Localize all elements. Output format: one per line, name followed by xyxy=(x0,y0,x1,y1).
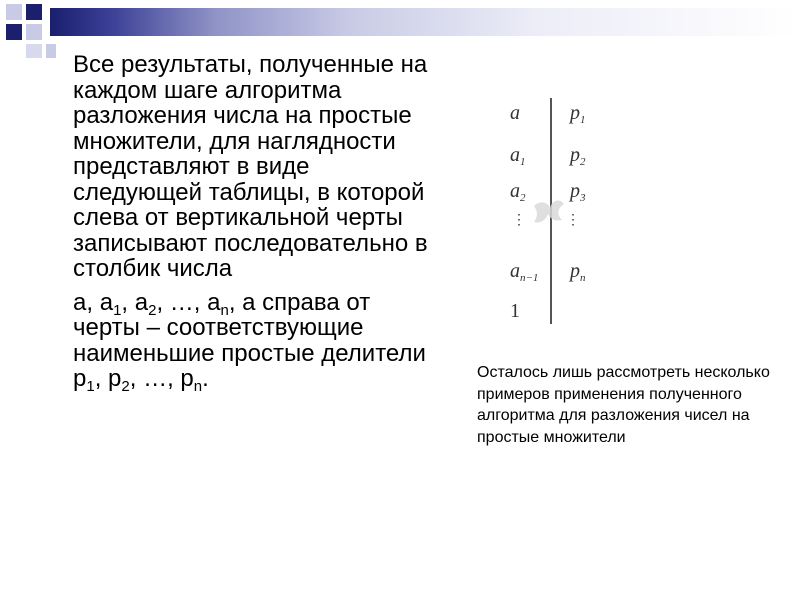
seq-ellipsis: , …, xyxy=(156,288,208,316)
table-left-cell xyxy=(510,180,526,202)
seq-pn xyxy=(180,365,203,395)
cell-base: p xyxy=(570,180,580,202)
header-decor-band xyxy=(50,8,800,36)
cell-sub: 1 xyxy=(520,156,526,168)
factorization-table-figure xyxy=(498,96,618,336)
header-decor-square xyxy=(26,4,42,20)
seq-a2-base: a xyxy=(134,288,149,316)
table-left-vdots: ⋮ xyxy=(512,213,526,228)
table-right-cell xyxy=(570,144,586,166)
seq-end-dot: . xyxy=(202,365,209,392)
header-decor-square xyxy=(26,44,42,58)
cell-base: p xyxy=(570,260,580,282)
seq-a2 xyxy=(134,288,157,319)
caption-text: Осталось лишь рассмотреть несколько примеров применения полученного алгоритма для разложения чисел на простые множители xyxy=(477,364,770,446)
table-left-cell xyxy=(510,300,520,322)
seq-p2-sub: 2 xyxy=(121,378,130,395)
cell-sub: n−1 xyxy=(520,272,539,284)
header-decor-square xyxy=(26,24,42,40)
seq-separator: , xyxy=(121,288,135,316)
seq-separator: , xyxy=(86,288,100,316)
cell-sub: 2 xyxy=(520,192,526,204)
seq-p2-base: p xyxy=(108,365,122,392)
table-left-cell xyxy=(510,144,526,166)
seq-a1-base: a xyxy=(99,288,114,316)
header-decor-square xyxy=(6,24,22,40)
cell-base: p xyxy=(570,144,580,166)
table-right-cell xyxy=(570,180,586,202)
table-left-cell xyxy=(510,260,538,282)
seq-p2 xyxy=(108,365,130,395)
cell-base: 1 xyxy=(510,300,520,322)
seq-a: a xyxy=(73,288,87,316)
main-paragraph-1: Все результаты, полученные на каждом шаге алгоритма разложения числа на простые множители, для наглядности представляют в виде следующей таблицы, в которой слева от вертикальной черты записывают последовательно в столбик числа xyxy=(73,51,428,282)
cell-sub: 3 xyxy=(580,192,586,204)
seq-a1-sub: 1 xyxy=(113,301,122,319)
table-right-cell xyxy=(570,260,586,282)
cell-base: a xyxy=(510,260,520,282)
cell-base: a xyxy=(510,144,520,166)
header-decor-square xyxy=(6,4,22,20)
seq-an-sub: n xyxy=(220,301,229,319)
seq-a2-sub: 2 xyxy=(148,301,157,319)
table-right-vdots: ⋮ xyxy=(566,213,580,228)
image-blot-mark xyxy=(528,188,568,232)
seq-ellipsis: , …, xyxy=(129,365,181,392)
cell-base: p xyxy=(570,102,580,124)
table-left-cell xyxy=(510,102,520,124)
seq-p1 xyxy=(73,365,95,395)
header-decor-square xyxy=(46,44,56,58)
table-right-cell xyxy=(570,102,586,124)
seq-pn-sub: n xyxy=(193,378,203,395)
seq-separator: , xyxy=(94,365,109,392)
main-text-block xyxy=(73,51,443,395)
seq-an xyxy=(207,288,229,319)
cell-sub: 1 xyxy=(580,114,586,126)
seq-pn-base: p xyxy=(180,365,194,392)
cell-sub: n xyxy=(580,272,586,284)
seq-a1 xyxy=(99,288,122,319)
main-paragraph-2 xyxy=(73,288,443,395)
seq-an-base: a xyxy=(207,288,221,316)
cell-base: a xyxy=(510,180,520,202)
cell-base: a xyxy=(510,102,520,124)
seq-tail-text: , а справа от черты – соответствующие наименьшие простые делители xyxy=(73,288,426,367)
seq-p1-sub: 1 xyxy=(86,378,95,395)
cell-sub: 2 xyxy=(580,156,586,168)
seq-p1-base: p xyxy=(73,365,87,392)
